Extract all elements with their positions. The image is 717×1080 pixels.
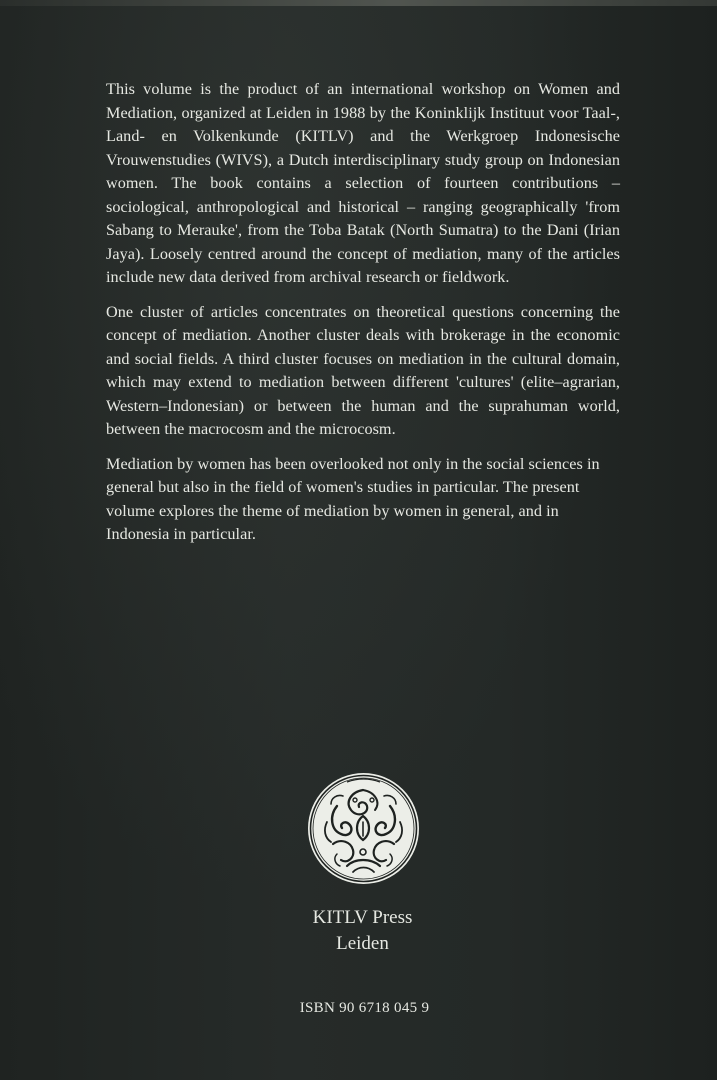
- blurb-paragraph-3: Mediation by women has been overlooked not only in the social sciences in general but also in the field of women's studies in particular. The present volume explores the theme of mediation by women in general, and in Indonesia in particular.: [106, 454, 600, 543]
- blurb-paragraph-1: This volume is the product of an international workshop on Women and Mediation, organized at Leiden in 1988 by the Koninklijk Instituut voor Taal-, Land- en Volkenkunde (KITLV) and the Werkgroep Indonesische Vrouwenstudies (WIVS), a Dutch interdisciplinary study group on Indonesian women. The book contains a selection of fourteen contributions – sociological, anthropological and historical – ranging geographically 'from Sabang to Merauke', from the Toba Batak (North Sumatra) to the Dani (Irian Jaya). Loosely centred around the concept of mediation, many of the articles include new data derived from archival research or fieldwork.: [106, 80, 620, 286]
- blurb-paragraph-2: One cluster of articles concentrates on theoretical questions concerning the concept of mediation. Another cluster deals with brokerage in the economic and social fields. A third cluster focuses on mediation in the cultural domain, which may extend to mediation between different 'cultures' (elite–agrarian, Western–Indonesian) or between the human and the suprahuman world, between the macrocosm and the microcosm.: [106, 302, 620, 438]
- publisher-block: [0, 905, 717, 957]
- blurb-text: [106, 78, 620, 558]
- isbn-line: [0, 1000, 717, 1017]
- publisher-name: KITLV Press: [312, 907, 413, 928]
- kitlv-seal-icon: [307, 772, 420, 885]
- publisher-city: Leiden: [336, 933, 389, 954]
- cover-top-edge: [0, 0, 717, 6]
- isbn-text: ISBN 90 6718 045 9: [299, 1000, 430, 1016]
